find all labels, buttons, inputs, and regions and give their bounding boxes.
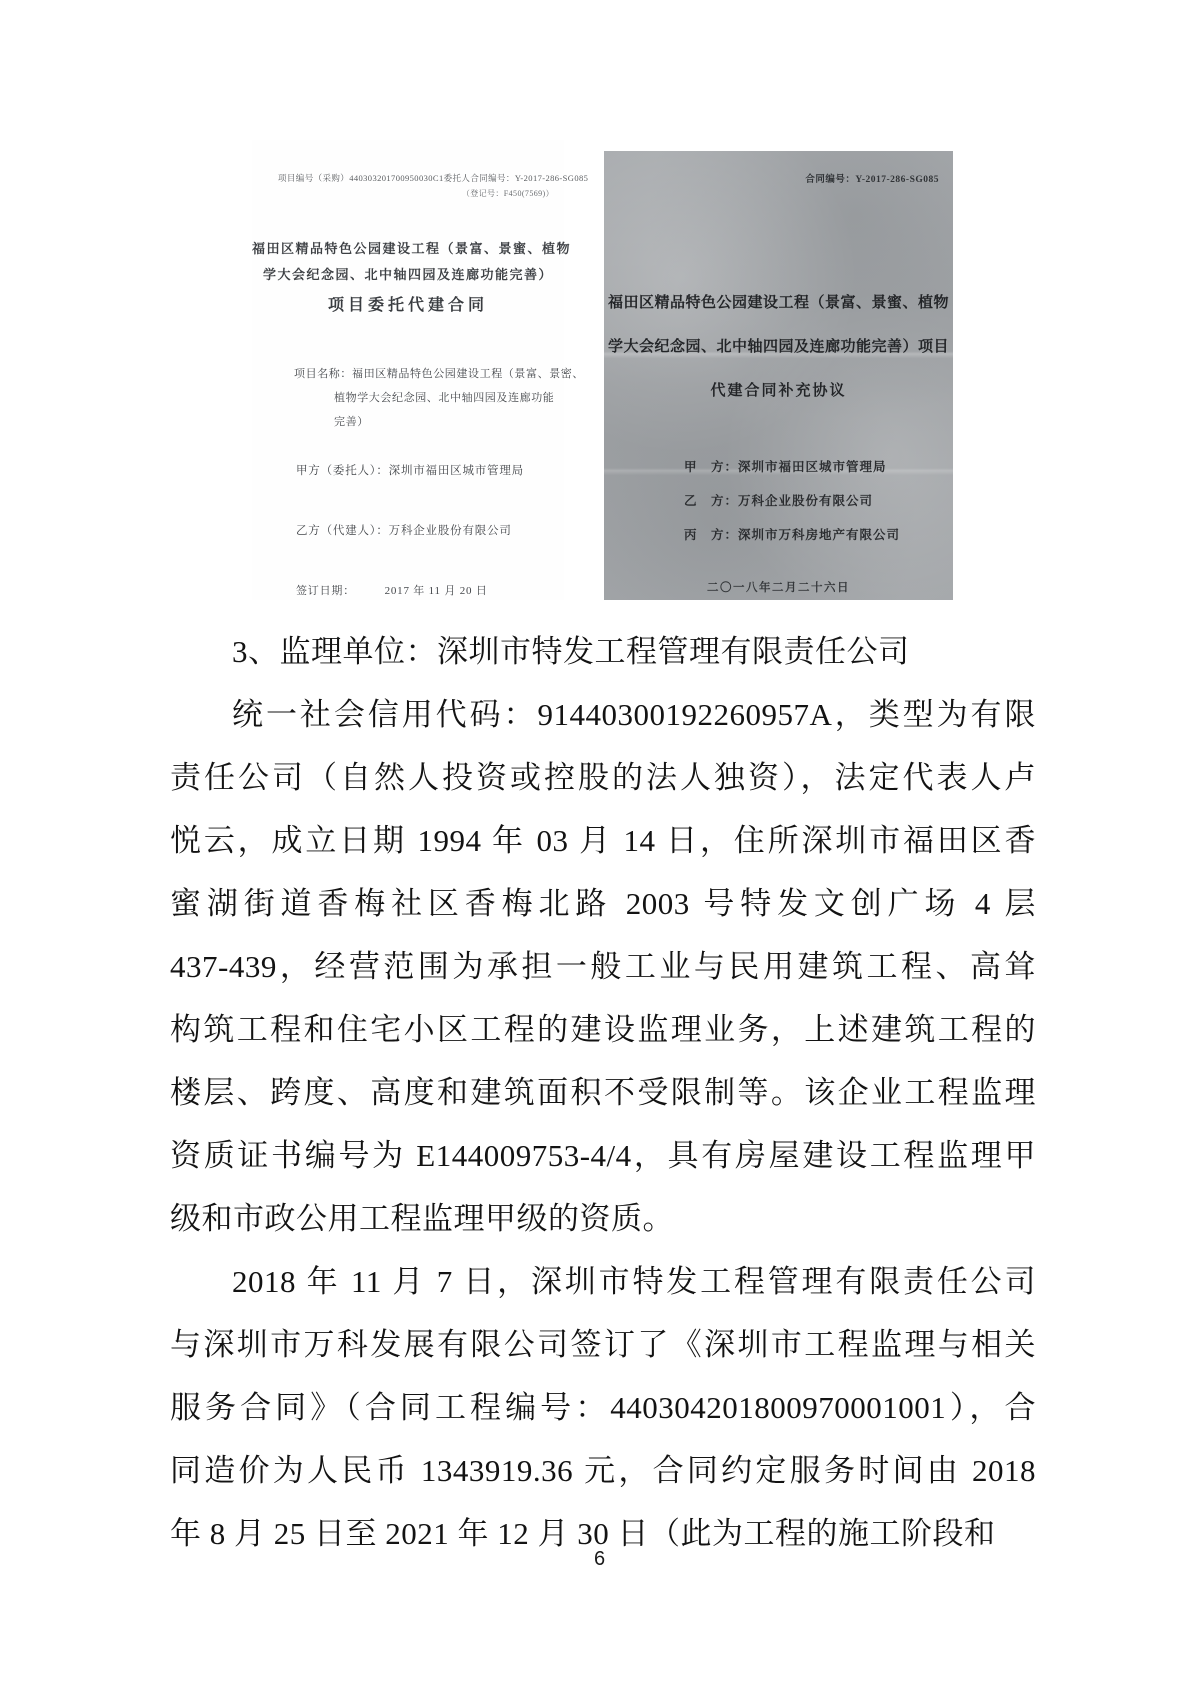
body-line: 服务合同》（合同工程编号：440304201800970001001），合 [170,1390,1036,1425]
supplement-title-line1: 福田区精品特色公园建设工程（景富、景蜜、植物 [607,295,949,311]
supplement-title-line3: 代建合同补充协议 [710,383,847,399]
project-name-line3: 完善） [334,416,369,428]
supplement-cover-scan [604,151,953,600]
body-line: 资质证书编号为 E144009753-4/4，具有房屋建设工程监理甲 [170,1138,1036,1173]
supplement-date: 二〇一八年二月二十六日 [707,582,850,594]
signing-date-label: 签订日期： [296,585,355,597]
supplement-party-b: 乙 方：万科企业股份有限公司 [684,494,874,508]
supplement-contract-number: 合同编号：Y-2017-286-SG085 [805,175,939,185]
contract-cover-scan [252,140,589,600]
body-line: 责任公司（自然人投资或控股的法人独资），法定代表人卢 [170,760,1036,795]
page-number: 6 [593,1548,606,1570]
contract-title-line1: 福田区精品特色公园建设工程（景富、景蜜、植物 [252,241,572,256]
body-line: 与深圳市万科发展有限公司签订了《深圳市工程监理与相关 [170,1327,1036,1362]
body-line: 3、监理单位：深圳市特发工程管理有限责任公司 [232,634,910,669]
body-text [170,620,1036,1565]
body-line: 统一社会信用代码：91440300192260957A，类型为有限 [232,697,1036,732]
client-contract-number: 委托人合同编号：Y-2017-286-SG085 [443,173,589,183]
party-a-line: 甲方（委托人）：深圳市福田区城市管理局 [296,465,524,477]
contract-header-row [278,172,589,184]
contract-title-line2: 学大会纪念园、北中轴四园及连廊功能完善） [262,267,553,282]
body-line: 同造价为人民币 1343919.36 元，合同约定服务时间由 2018 [170,1453,1036,1488]
project-name-line2: 植物学大会纪念园、北中轴四园及连廊功能 [334,392,555,404]
project-number: 项目编号（采购）440303201700950030C1 [278,173,444,183]
signing-date-value: 2017 年 11 月 20 日 [384,585,488,597]
supplement-party-c: 丙 方：深圳市万科房地产有限公司 [684,528,901,542]
body-line: 级和市政公用工程监理甲级的资质。 [170,1201,674,1236]
body-line: 2018 年 11 月 7 日，深圳市特发工程管理有限责任公司 [232,1264,1036,1299]
project-name-line1: 项目名称：福田区精品特色公园建设工程（景富、景密、 [294,368,584,380]
body-line: 蜜湖街道香梅社区香梅北路 2003 号特发文创广场 4 层 [170,886,1036,921]
body-line: 楼层、跨度、高度和建筑面积不受限制等。该企业工程监理 [170,1075,1036,1110]
supplement-title-line2: 学大会纪念园、北中轴四园及连廊功能完善）项目 [607,339,949,355]
contract-subtitle: 项目委托代建合同 [327,297,488,314]
registration-number: （登记号：F450(7569)） [461,189,554,198]
project-name-block [294,362,584,434]
supplement-party-a: 甲 方：深圳市福田区城市管理局 [684,460,887,474]
party-b-line: 乙方（代建人）：万科企业股份有限公司 [296,525,512,537]
signing-date-line [296,582,488,598]
body-line: 年 8 月 25 日至 2021 年 12 月 30 日（此为工程的施工阶段和 [170,1516,996,1551]
body-line: 构筑工程和住宅小区工程的建设监理业务，上述建筑工程的 [170,1012,1036,1047]
body-line: 437-439，经营范围为承担一般工业与民用建筑工程、高耸 [170,949,1036,984]
body-line: 悦云，成立日期 1994 年 03 月 14 日，住所深圳市福田区香 [170,823,1036,858]
